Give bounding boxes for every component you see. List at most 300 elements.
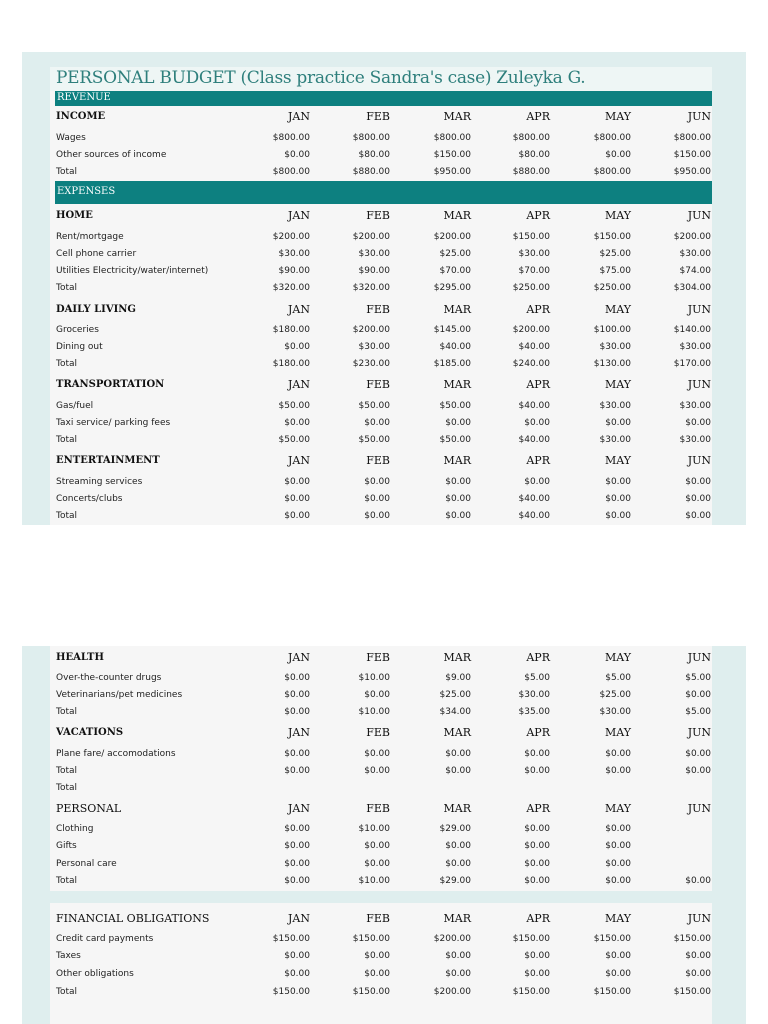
row-label: Dining out xyxy=(56,342,103,352)
amount-cell: $30.00 xyxy=(679,249,711,259)
amount-cell: $0.00 xyxy=(364,841,390,851)
amount-cell: $0.00 xyxy=(445,841,471,851)
amount-cell: $0.00 xyxy=(605,511,631,521)
month-header: APR xyxy=(526,802,550,815)
amount-cell: $320.00 xyxy=(352,283,390,293)
expenses-band-label: EXPENSES xyxy=(57,186,116,197)
amount-cell: $90.00 xyxy=(278,266,310,276)
row-label: Over-the-counter drugs xyxy=(56,673,162,683)
row-label: Rent/mortgage xyxy=(56,232,124,242)
amount-cell: $800.00 xyxy=(433,133,471,143)
row-label: Other sources of income xyxy=(56,150,167,160)
amount-cell: $40.00 xyxy=(518,511,550,521)
month-header: JUN xyxy=(687,454,711,467)
amount-cell: $0.00 xyxy=(605,951,631,961)
section-header xyxy=(56,207,712,224)
amount-cell: $0.00 xyxy=(445,969,471,979)
amount-cell: $29.00 xyxy=(439,876,471,886)
amount-cell: $150.00 xyxy=(512,232,550,242)
month-header: APR xyxy=(526,110,550,123)
month-header: FEB xyxy=(366,110,390,123)
amount-cell: $0.00 xyxy=(524,477,550,487)
amount-cell: $150.00 xyxy=(512,987,550,997)
month-header: JAN xyxy=(288,209,310,222)
amount-cell: $0.00 xyxy=(284,969,310,979)
month-header: MAR xyxy=(443,651,471,664)
amount-cell: $30.00 xyxy=(599,342,631,352)
amount-cell: $0.00 xyxy=(605,859,631,869)
month-header: JUN xyxy=(687,303,711,316)
amount-cell: $0.00 xyxy=(364,690,390,700)
month-header: FEB xyxy=(366,209,390,222)
month-header: APR xyxy=(526,912,550,925)
amount-cell: $200.00 xyxy=(512,325,550,335)
amount-cell: $150.00 xyxy=(673,987,711,997)
row-label: Total xyxy=(56,987,78,997)
amount-cell: $0.00 xyxy=(284,859,310,869)
section-header xyxy=(56,108,712,125)
row-label: Total xyxy=(56,359,78,369)
amount-cell: $50.00 xyxy=(439,435,471,445)
amount-cell: $0.00 xyxy=(284,418,310,428)
amount-cell: $30.00 xyxy=(518,690,550,700)
amount-cell: $150.00 xyxy=(433,150,471,160)
row-label: Cell phone carrier xyxy=(56,249,137,259)
table-row xyxy=(56,398,712,415)
amount-cell: $74.00 xyxy=(679,266,711,276)
amount-cell: $0.00 xyxy=(605,876,631,886)
amount-cell: $30.00 xyxy=(358,249,390,259)
amount-cell: $0.00 xyxy=(524,418,550,428)
month-header: MAY xyxy=(604,454,631,467)
amount-cell: $320.00 xyxy=(272,283,310,293)
amount-cell: $5.00 xyxy=(685,673,711,683)
amount-cell: $0.00 xyxy=(284,824,310,834)
amount-cell: $800.00 xyxy=(593,133,631,143)
amount-cell: $0.00 xyxy=(605,477,631,487)
month-header: JAN xyxy=(288,912,310,925)
row-label: Total xyxy=(56,283,78,293)
amount-cell: $0.00 xyxy=(284,494,310,504)
amount-cell: $0.00 xyxy=(284,511,310,521)
month-header: JAN xyxy=(288,110,310,123)
revenue-band xyxy=(55,91,712,106)
amount-cell: $0.00 xyxy=(284,477,310,487)
amount-cell: $30.00 xyxy=(278,249,310,259)
amount-cell: $10.00 xyxy=(358,824,390,834)
month-header: FEB xyxy=(366,303,390,316)
amount-cell: $0.00 xyxy=(364,418,390,428)
amount-cell: $30.00 xyxy=(679,401,711,411)
amount-cell: $0.00 xyxy=(445,859,471,869)
amount-cell: $880.00 xyxy=(512,167,550,177)
amount-cell: $70.00 xyxy=(518,266,550,276)
table-row xyxy=(56,147,712,164)
amount-cell: $150.00 xyxy=(673,150,711,160)
month-header: MAR xyxy=(443,726,471,739)
month-header: MAY xyxy=(604,303,631,316)
table-row xyxy=(56,984,712,1001)
section-header xyxy=(56,649,712,666)
table-row xyxy=(56,670,712,687)
amount-cell: $800.00 xyxy=(272,133,310,143)
amount-cell: $5.00 xyxy=(685,707,711,717)
amount-cell: $0.00 xyxy=(685,511,711,521)
row-label: Personal care xyxy=(56,859,117,869)
month-header: JAN xyxy=(288,651,310,664)
month-header: FEB xyxy=(366,378,390,391)
amount-cell: $800.00 xyxy=(272,167,310,177)
month-header: MAR xyxy=(443,303,471,316)
month-header: JUN xyxy=(687,912,711,925)
amount-cell: $100.00 xyxy=(593,325,631,335)
amount-cell: $800.00 xyxy=(673,133,711,143)
month-header: APR xyxy=(526,651,550,664)
amount-cell: $0.00 xyxy=(364,749,390,759)
month-header: APR xyxy=(526,303,550,316)
table-row xyxy=(56,780,712,797)
amount-cell: $30.00 xyxy=(599,707,631,717)
amount-cell: $0.00 xyxy=(524,824,550,834)
table-row xyxy=(56,164,712,181)
amount-cell: $130.00 xyxy=(593,359,631,369)
row-label: Other obligations xyxy=(56,969,134,979)
amount-cell: $25.00 xyxy=(439,249,471,259)
amount-cell: $185.00 xyxy=(433,359,471,369)
expenses-band xyxy=(55,181,712,204)
row-label: Total xyxy=(56,783,78,793)
month-header: MAY xyxy=(604,726,631,739)
amount-cell: $0.00 xyxy=(364,766,390,776)
amount-cell: $25.00 xyxy=(599,690,631,700)
section-header xyxy=(56,910,712,927)
amount-cell: $80.00 xyxy=(358,150,390,160)
table-row xyxy=(56,856,712,873)
month-header: JUN xyxy=(687,110,711,123)
month-header: MAR xyxy=(443,110,471,123)
section-header xyxy=(56,301,712,318)
section-label: HEALTH xyxy=(56,652,104,663)
month-header: JAN xyxy=(288,802,310,815)
row-label: Plane fare/ accomodations xyxy=(56,749,176,759)
amount-cell: $80.00 xyxy=(518,150,550,160)
amount-cell: $0.00 xyxy=(284,951,310,961)
table-row xyxy=(56,263,712,280)
amount-cell: $5.00 xyxy=(524,673,550,683)
month-header: MAR xyxy=(443,209,471,222)
amount-cell: $0.00 xyxy=(284,690,310,700)
amount-cell: $304.00 xyxy=(673,283,711,293)
amount-cell: $0.00 xyxy=(524,841,550,851)
amount-cell: $0.00 xyxy=(445,494,471,504)
table-row xyxy=(56,821,712,838)
row-label: Concerts/clubs xyxy=(56,494,123,504)
month-header: JUN xyxy=(687,651,711,664)
table-row xyxy=(56,687,712,704)
month-header: JAN xyxy=(288,303,310,316)
amount-cell: $180.00 xyxy=(272,325,310,335)
month-header: MAR xyxy=(443,454,471,467)
amount-cell: $30.00 xyxy=(358,342,390,352)
amount-cell: $0.00 xyxy=(685,951,711,961)
amount-cell: $30.00 xyxy=(679,435,711,445)
amount-cell: $0.00 xyxy=(364,951,390,961)
amount-cell: $0.00 xyxy=(284,150,310,160)
amount-cell: $0.00 xyxy=(445,477,471,487)
table-row xyxy=(56,763,712,780)
amount-cell: $0.00 xyxy=(605,749,631,759)
amount-cell: $800.00 xyxy=(352,133,390,143)
table-row xyxy=(56,432,712,449)
amount-cell: $150.00 xyxy=(352,934,390,944)
row-label: Utilities Electricity/water/internet) xyxy=(56,266,209,276)
row-label: Wages xyxy=(56,133,86,143)
month-header: MAY xyxy=(604,912,631,925)
table-row xyxy=(56,322,712,339)
amount-cell: $0.00 xyxy=(364,969,390,979)
amount-cell: $0.00 xyxy=(685,494,711,504)
amount-cell: $0.00 xyxy=(284,876,310,886)
month-header: FEB xyxy=(366,726,390,739)
amount-cell: $200.00 xyxy=(352,232,390,242)
table-row xyxy=(56,746,712,763)
month-header: APR xyxy=(526,454,550,467)
amount-cell: $180.00 xyxy=(272,359,310,369)
amount-cell: $0.00 xyxy=(445,418,471,428)
amount-cell: $0.00 xyxy=(605,494,631,504)
amount-cell: $145.00 xyxy=(433,325,471,335)
month-header: MAR xyxy=(443,912,471,925)
amount-cell: $40.00 xyxy=(518,401,550,411)
amount-cell: $800.00 xyxy=(512,133,550,143)
amount-cell: $40.00 xyxy=(518,435,550,445)
amount-cell: $150.00 xyxy=(593,232,631,242)
amount-cell: $50.00 xyxy=(278,401,310,411)
amount-cell: $140.00 xyxy=(673,325,711,335)
amount-cell: $35.00 xyxy=(518,707,550,717)
section-header xyxy=(56,376,712,393)
amount-cell: $0.00 xyxy=(284,841,310,851)
amount-cell: $70.00 xyxy=(439,266,471,276)
section-label: FINANCIAL OBLIGATIONS xyxy=(56,912,210,925)
month-header: JAN xyxy=(288,378,310,391)
amount-cell: $0.00 xyxy=(685,418,711,428)
section-header xyxy=(56,800,712,817)
table-row xyxy=(56,246,712,263)
month-header: APR xyxy=(526,378,550,391)
table-row xyxy=(56,931,712,948)
amount-cell: $0.00 xyxy=(445,951,471,961)
amount-cell: $50.00 xyxy=(358,435,390,445)
amount-cell: $0.00 xyxy=(364,477,390,487)
amount-cell: $0.00 xyxy=(445,511,471,521)
amount-cell: $150.00 xyxy=(673,934,711,944)
month-header: MAY xyxy=(604,651,631,664)
amount-cell: $0.00 xyxy=(364,494,390,504)
amount-cell: $240.00 xyxy=(512,359,550,369)
month-header: MAY xyxy=(604,378,631,391)
table-row xyxy=(56,415,712,432)
table-row xyxy=(56,491,712,508)
amount-cell: $0.00 xyxy=(284,673,310,683)
section-label: DAILY LIVING xyxy=(56,304,136,315)
amount-cell: $150.00 xyxy=(593,934,631,944)
amount-cell: $200.00 xyxy=(433,232,471,242)
amount-cell: $0.00 xyxy=(605,766,631,776)
amount-cell: $40.00 xyxy=(518,494,550,504)
section-label: TRANSPORTATION xyxy=(56,379,165,390)
amount-cell: $150.00 xyxy=(272,934,310,944)
amount-cell: $75.00 xyxy=(599,266,631,276)
amount-cell: $0.00 xyxy=(605,824,631,834)
month-header: JUN xyxy=(687,802,711,815)
amount-cell: $950.00 xyxy=(433,167,471,177)
month-header: JUN xyxy=(687,378,711,391)
amount-cell: $0.00 xyxy=(524,859,550,869)
amount-cell: $10.00 xyxy=(358,707,390,717)
amount-cell: $30.00 xyxy=(518,249,550,259)
amount-cell: $25.00 xyxy=(439,690,471,700)
amount-cell: $0.00 xyxy=(605,418,631,428)
amount-cell: $200.00 xyxy=(272,232,310,242)
amount-cell: $0.00 xyxy=(284,342,310,352)
amount-cell: $230.00 xyxy=(352,359,390,369)
section-label: VACATIONS xyxy=(56,727,124,738)
month-header: MAY xyxy=(604,110,631,123)
amount-cell: $950.00 xyxy=(673,167,711,177)
amount-cell: $0.00 xyxy=(524,766,550,776)
amount-cell: $0.00 xyxy=(524,749,550,759)
amount-cell: $0.00 xyxy=(284,707,310,717)
table-row xyxy=(56,356,712,373)
row-label: Taxi service/ parking fees xyxy=(56,418,171,428)
table-row xyxy=(56,130,712,147)
amount-cell: $50.00 xyxy=(358,401,390,411)
amount-cell: $90.00 xyxy=(358,266,390,276)
amount-cell: $0.00 xyxy=(364,511,390,521)
row-label: Total xyxy=(56,511,78,521)
month-header: MAY xyxy=(604,802,631,815)
amount-cell: $200.00 xyxy=(673,232,711,242)
amount-cell: $880.00 xyxy=(352,167,390,177)
month-header: JUN xyxy=(687,209,711,222)
amount-cell: $30.00 xyxy=(599,401,631,411)
revenue-band-label: REVENUE xyxy=(57,92,111,103)
row-label: Veterinarians/pet medicines xyxy=(56,690,183,700)
amount-cell: $0.00 xyxy=(605,841,631,851)
amount-cell: $170.00 xyxy=(673,359,711,369)
table-row xyxy=(56,508,712,525)
amount-cell: $150.00 xyxy=(593,987,631,997)
amount-cell: $0.00 xyxy=(685,876,711,886)
month-header: JUN xyxy=(687,726,711,739)
section-label: PERSONAL xyxy=(56,802,122,815)
row-label: Clothing xyxy=(56,824,94,834)
section-separator xyxy=(50,891,712,903)
budget-title: PERSONAL BUDGET (Class practice Sandra's case) Zuleyka G. xyxy=(56,68,586,88)
amount-cell: $200.00 xyxy=(433,934,471,944)
amount-cell: $9.00 xyxy=(445,673,471,683)
amount-cell: $150.00 xyxy=(512,934,550,944)
amount-cell: $0.00 xyxy=(685,766,711,776)
table-row xyxy=(56,838,712,855)
month-header: FEB xyxy=(366,651,390,664)
amount-cell: $0.00 xyxy=(445,766,471,776)
row-label: Total xyxy=(56,707,78,717)
amount-cell: $0.00 xyxy=(524,951,550,961)
table-row xyxy=(56,474,712,491)
amount-cell: $0.00 xyxy=(445,749,471,759)
amount-cell: $34.00 xyxy=(439,707,471,717)
table-row xyxy=(56,948,712,965)
table-row xyxy=(56,966,712,983)
table-row xyxy=(56,280,712,297)
amount-cell: $250.00 xyxy=(593,283,631,293)
amount-cell: $150.00 xyxy=(272,987,310,997)
table-row xyxy=(56,339,712,356)
amount-cell: $0.00 xyxy=(524,876,550,886)
row-label: Total xyxy=(56,876,78,886)
amount-cell: $0.00 xyxy=(685,690,711,700)
amount-cell: $800.00 xyxy=(593,167,631,177)
amount-cell: $30.00 xyxy=(679,342,711,352)
amount-cell: $50.00 xyxy=(439,401,471,411)
amount-cell: $25.00 xyxy=(599,249,631,259)
row-label: Total xyxy=(56,766,78,776)
row-label: Credit card payments xyxy=(56,934,154,944)
amount-cell: $0.00 xyxy=(685,969,711,979)
section-header xyxy=(56,452,712,469)
amount-cell: $0.00 xyxy=(605,969,631,979)
row-label: Groceries xyxy=(56,325,99,335)
amount-cell: $250.00 xyxy=(512,283,550,293)
table-row xyxy=(56,229,712,246)
month-header: MAR xyxy=(443,378,471,391)
month-header: FEB xyxy=(366,802,390,815)
month-header: FEB xyxy=(366,912,390,925)
row-label: Streaming services xyxy=(56,477,143,487)
amount-cell: $0.00 xyxy=(524,969,550,979)
amount-cell: $5.00 xyxy=(605,673,631,683)
amount-cell: $0.00 xyxy=(605,150,631,160)
amount-cell: $10.00 xyxy=(358,876,390,886)
amount-cell: $0.00 xyxy=(685,749,711,759)
row-label: Gifts xyxy=(56,841,77,851)
month-header: JAN xyxy=(288,454,310,467)
section-label: ENTERTAINMENT xyxy=(56,455,160,466)
amount-cell: $200.00 xyxy=(352,325,390,335)
month-header: JAN xyxy=(288,726,310,739)
row-label: Taxes xyxy=(56,951,81,961)
month-header: APR xyxy=(526,209,550,222)
amount-cell: $0.00 xyxy=(685,477,711,487)
amount-cell: $10.00 xyxy=(358,673,390,683)
amount-cell: $150.00 xyxy=(352,987,390,997)
month-header: MAY xyxy=(604,209,631,222)
amount-cell: $200.00 xyxy=(433,987,471,997)
table-row xyxy=(56,704,712,721)
row-label: Total xyxy=(56,435,78,445)
row-label: Gas/fuel xyxy=(56,401,94,411)
month-header: MAR xyxy=(443,802,471,815)
table-row xyxy=(56,873,712,890)
amount-cell: $29.00 xyxy=(439,824,471,834)
amount-cell: $50.00 xyxy=(278,435,310,445)
month-header: APR xyxy=(526,726,550,739)
section-label: INCOME xyxy=(56,111,106,122)
month-header: FEB xyxy=(366,454,390,467)
section-header xyxy=(56,724,712,741)
